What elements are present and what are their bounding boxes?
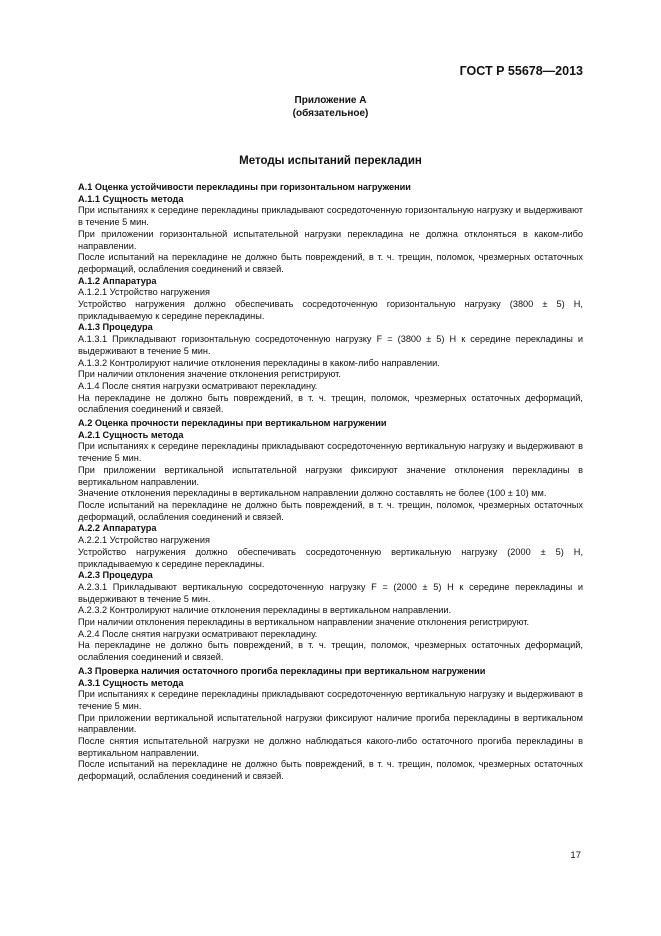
appendix-title: Приложение А xyxy=(294,95,367,106)
paragraph: При испытаниях к середине перекладины прикладывают сосредоточенную вертикальную нагрузку и выдерживают в течение 5 мин. xyxy=(78,689,583,711)
standard-number: ГОСТ Р 55678—2013 xyxy=(459,64,583,78)
paragraph: После испытаний на перекладине не должно быть повреждений, в т. ч. трещин, поломок, чрезмерных остаточных деформаций, ослабления соединений и связей. xyxy=(78,252,583,274)
section-heading: А.1 Оценка устойчивости перекладины при горизонтальном нагружении xyxy=(78,182,411,192)
subsection-heading: А.2.1 Сущность метода xyxy=(78,429,184,440)
subsection-heading: А.1.3 Процедура xyxy=(78,322,153,333)
paragraph: А.1.2.1 Устройство нагружения xyxy=(78,287,210,298)
paragraph: Значение отклонения перекладины в вертикальном направлении должно составлять не более (100 ± 10) мм. xyxy=(78,488,547,499)
subsection-heading: А.3.1 Сущность метода xyxy=(78,677,184,688)
paragraph: При наличии отклонения перекладины в вертикальном направлении значение отклонения регистрируют. xyxy=(78,617,529,628)
paragraph: При наличии отклонения значение отклонения регистрируют. xyxy=(78,369,341,380)
subsection-heading: А.1.2 Аппаратура xyxy=(78,275,157,286)
subsection-heading: А.2.3 Процедура xyxy=(78,570,153,581)
appendix-type: (обязательное) xyxy=(292,108,369,119)
paragraph: При приложении вертикальной испытательной нагрузки фиксируют наличие прогиба перекладины в вертикальном направлении. xyxy=(78,712,583,735)
page-header xyxy=(0,64,661,80)
paragraph: При приложении вертикальной испытательной нагрузки фиксируют значение отклонения перекладины в вертикальном направлении. xyxy=(78,464,583,487)
paragraph: А.1.3.1 Прикладывают горизонтальную сосредоточенную нагрузку F = (3800 ± 5) Н к середине перекладины и выдерживают в течение 5 мин. xyxy=(78,334,583,356)
paragraph: А.1.3.2 Контролируют наличие отклонения перекладины в каком-либо направлении. xyxy=(78,357,440,368)
paragraph: При испытаниях к середине перекладины прикладывают сосредоточенную горизонтальную нагрузку и выдерживают в течение 5 мин. xyxy=(78,205,583,228)
paragraph: Устройство нагружения должно обеспечивать сосредоточенную горизонтальную нагрузку (3800 ± 5) Н, прикладываемую к середине перекладины. xyxy=(78,299,583,321)
document-body xyxy=(78,180,583,783)
paragraph: После испытаний на перекладине не должно быть повреждений, в т. ч. трещин, поломок, чрезмерных остаточных деформаций, ослабления соединений и связей. xyxy=(78,499,583,522)
paragraph: После снятия испытательной нагрузки не должно наблюдаться какого-либо остаточного прогиба перекладины в вертикальном направлении. xyxy=(78,736,583,758)
paragraph: А.2.3.1 Прикладывают вертикальную сосредоточенную нагрузку F = (2000 ± 5) Н к середине перекладины и выдерживают в течение 5 мин. xyxy=(78,581,583,604)
document-title: Методы испытаний перекладин xyxy=(239,155,422,167)
page-number: 17 xyxy=(570,850,581,861)
paragraph: При испытаниях к середине перекладины прикладывают сосредоточенную вертикальную нагрузку и выдерживают в течение 5 мин. xyxy=(78,441,583,464)
paragraph: На перекладине не должно быть повреждений, в т. ч. трещин, поломок, чрезмерных остаточных деформаций, ослабления соединений и связей. xyxy=(78,640,583,663)
paragraph: А.2.3.2 Контролируют наличие отклонения перекладины в вертикальном направлении. xyxy=(78,605,452,616)
paragraph: После испытаний на перекладине не должно быть повреждений, в т. ч. трещин, поломок, чрезмерных остаточных деформаций, ослабления соединений и связей. xyxy=(78,759,583,782)
paragraph: При приложении горизонтальной испытательной нагрузки перекладина не должна отклоняться в каком-либо направлении. xyxy=(78,228,583,251)
section-heading: А.2 Оценка прочности перекладины при вертикальном нагружении xyxy=(78,418,387,429)
appendix-heading xyxy=(0,94,661,120)
paragraph: А.2.4 После снятия нагрузки осматривают перекладину. xyxy=(78,628,318,639)
subsection-heading: А.2.2 Аппаратура xyxy=(78,523,157,534)
paragraph: На перекладине не должно быть повреждений, в т. ч. трещин, поломок, чрезмерных остаточных деформаций, ослабления соединений и связей. xyxy=(78,392,583,415)
subsection-heading: А.1.1 Сущность метода xyxy=(78,193,184,204)
section-heading: А.3 Проверка наличия остаточного прогиба перекладины при вертикальном нагружении xyxy=(78,665,486,676)
paragraph: А.1.4 После снятия нагрузки осматривают перекладину. xyxy=(78,380,318,391)
paragraph: А.2.2.1 Устройство нагружения xyxy=(78,535,210,546)
paragraph: Устройство нагружения должно обеспечивать сосредоточенную вертикальную нагрузку (2000 ± 5) Н, прикладываемую к середине перекладины. xyxy=(78,546,583,569)
